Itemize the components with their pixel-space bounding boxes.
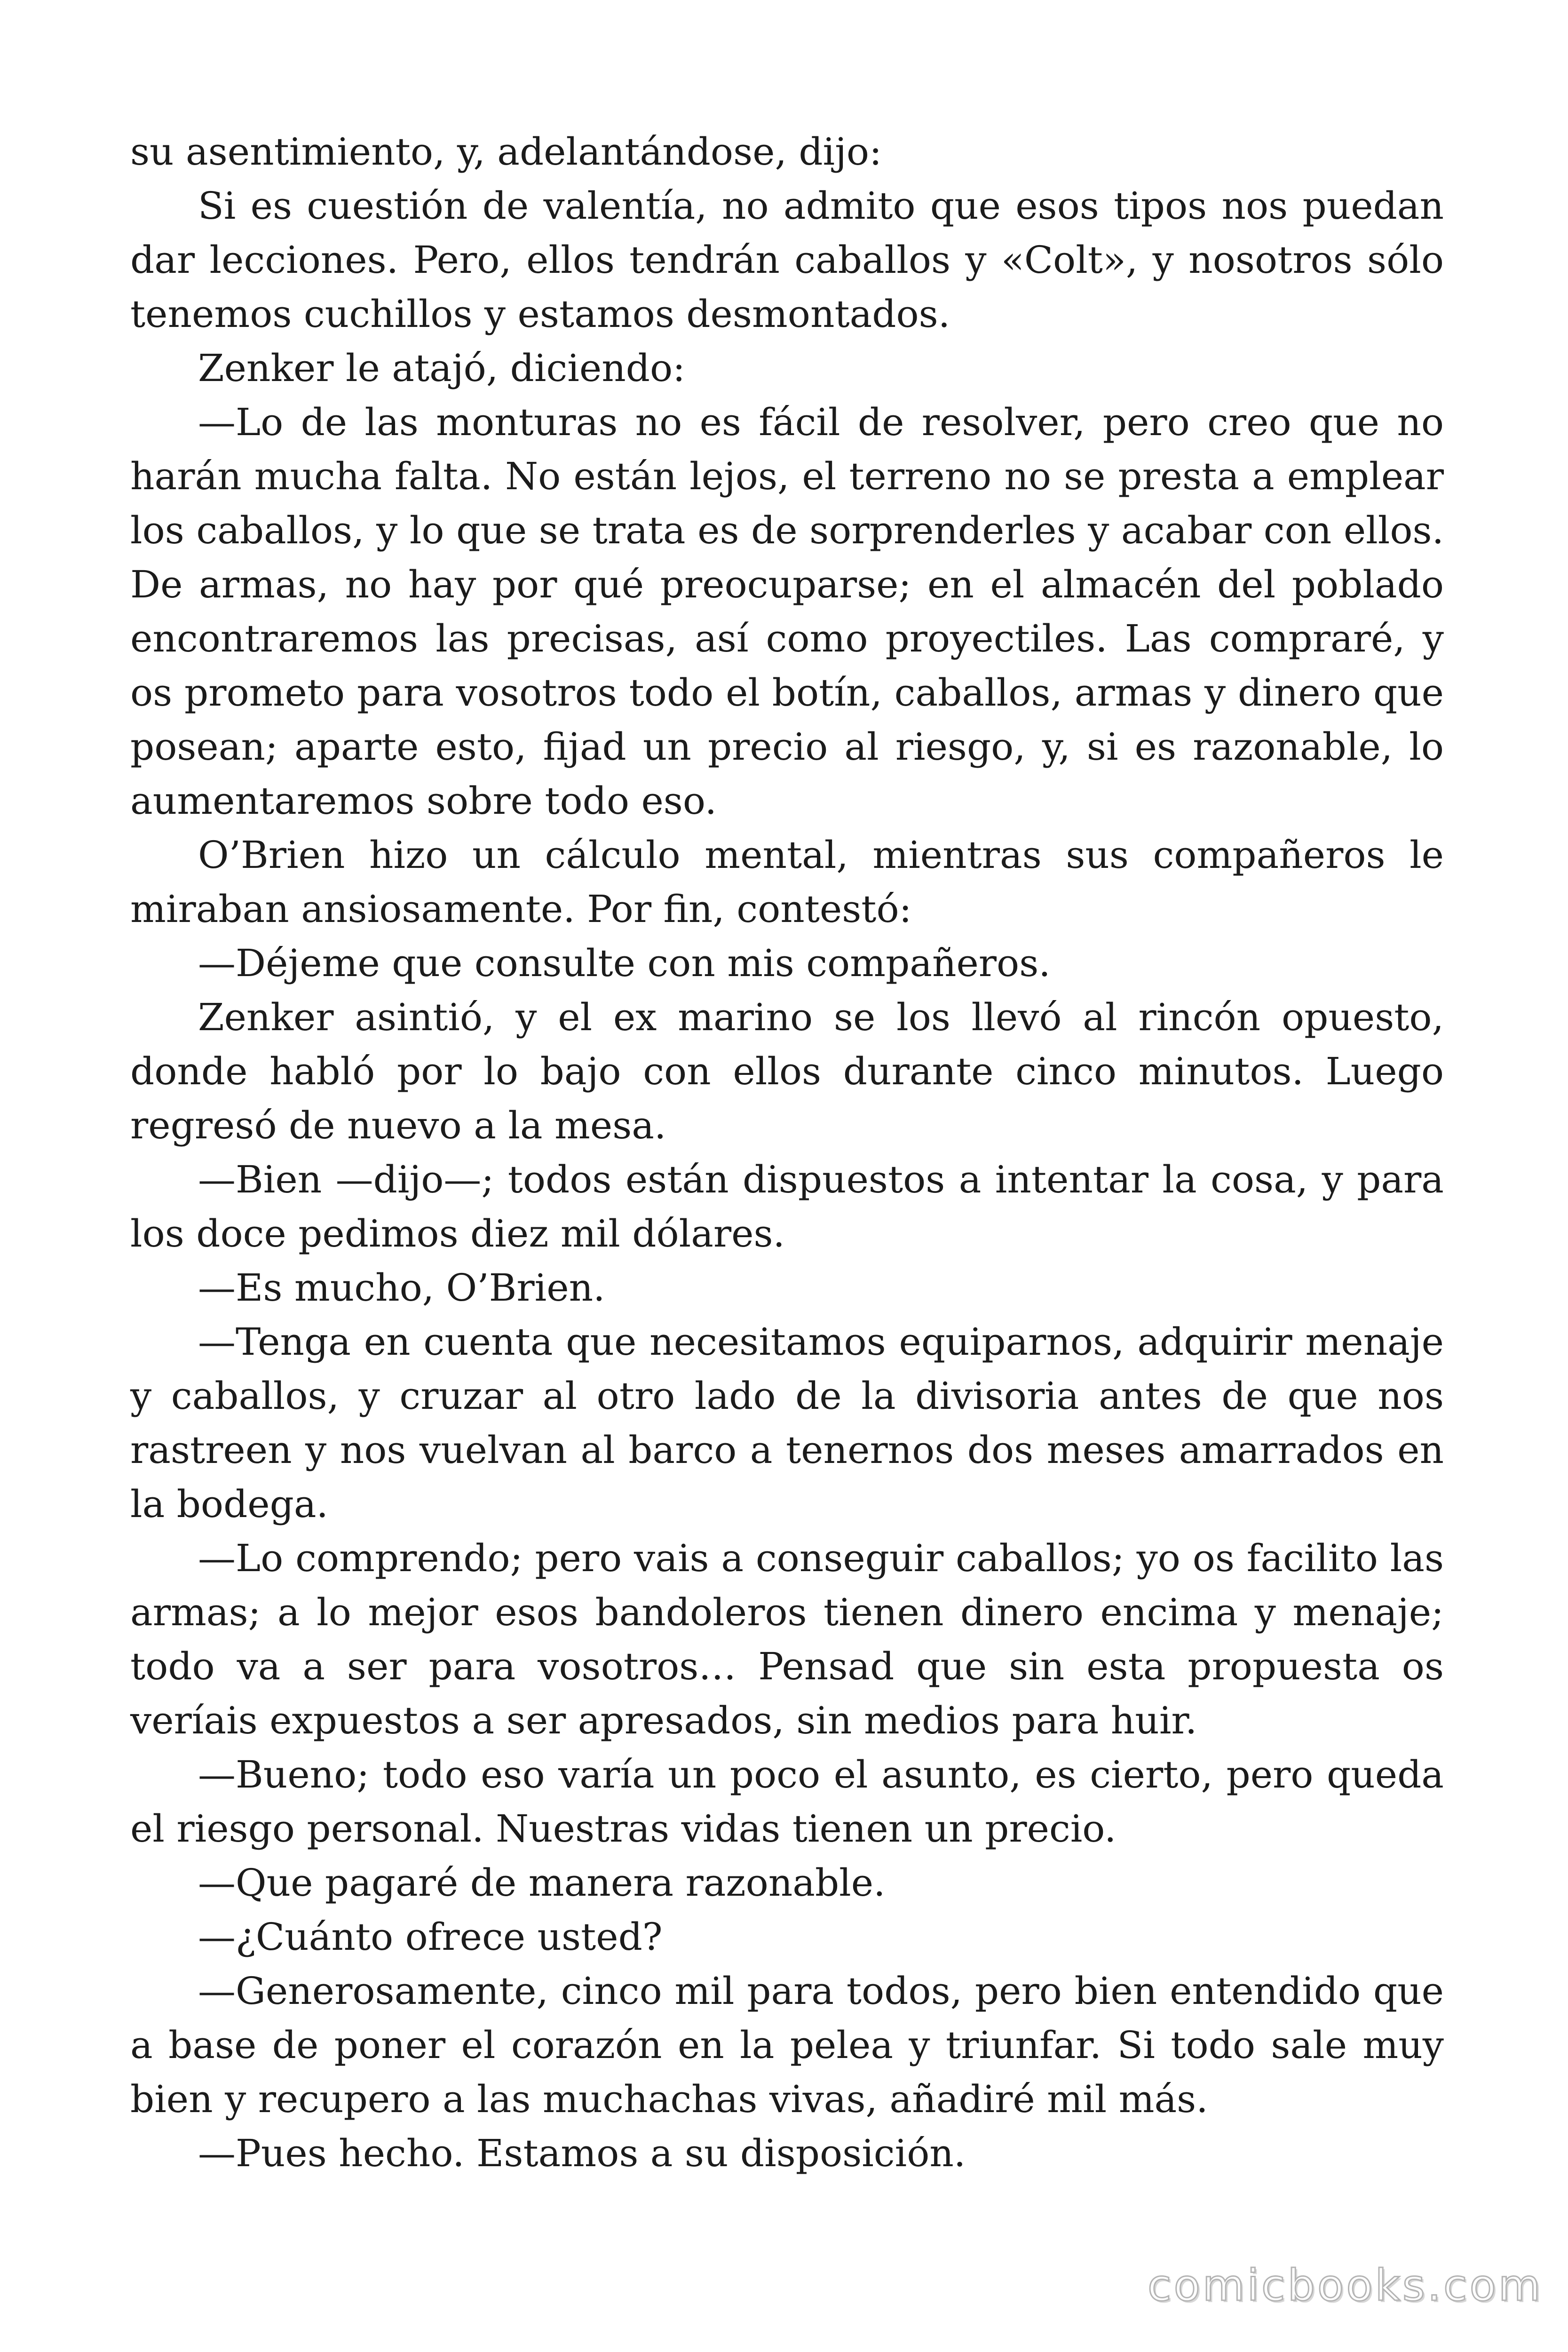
- paragraph: —¿Cuánto ofrece usted?: [198, 1915, 663, 1959]
- page-body-text: [130, 125, 1444, 2180]
- paragraph: —Es mucho, O’Brien.: [198, 1266, 605, 1310]
- paragraph: Si es cuestión de valentía, no admito que esos tipos nos puedan dar lecciones. Pero, ellos tendrán caballos y «Colt», y nosotros sólo tenemos cuchillos y estamos desmontados.: [130, 184, 1444, 336]
- paragraph: Zenker asintió, y el ex marino se los llevó al rincón opuesto, donde habló por lo bajo con ellos durante cinco minutos. Luego regresó de nuevo a la mesa.: [130, 995, 1444, 1147]
- paragraph: —Bien —dijo—; todos están dispuestos a intentar la cosa, y para los doce pedimos diez mil dólares.: [130, 1158, 1444, 1255]
- paragraph: O’Brien hizo un cálculo mental, mientras sus compañeros le miraban ansiosamente. Por fin, contestó:: [130, 833, 1444, 931]
- paragraph: su asentimiento, y, adelantándose, dijo:: [130, 130, 882, 174]
- paragraph: —Bueno; todo eso varía un poco el asunto, es cierto, pero queda el riesgo personal. Nuestras vidas tienen un precio.: [130, 1753, 1444, 1851]
- paragraph: —Lo comprendo; pero vais a conseguir caballos; yo os facilito las armas; a lo mejor esos bandoleros tienen dinero encima y menaje; todo va a ser para vosotros… Pensad que sin esta propuesta os veríais expuestos a ser apresados, sin medios para huir.: [130, 1536, 1444, 1742]
- paragraph: —Generosamente, cinco mil para todos, pero bien entendido que a base de poner el corazón en la pelea y triunfar. Si todo sale muy bien y recupero a las muchachas vivas, añadiré mil más.: [130, 1969, 1444, 2121]
- paragraph: —Lo de las monturas no es fácil de resolver, pero creo que no harán mucha falta. No están lejos, el terreno no se presta a emplear los caballos, y lo que se trata es de sorprenderles y acabar con ellos. De armas, no hay por qué preocuparse; en el almacén del poblado encontraremos las precisas, así como proyectiles. Las compraré, y os prometo para vosotros todo el botín, caballos, armas y dinero que posean; aparte esto, fijad un precio al riesgo, y, si es razonable, lo aumentaremos sobre todo eso.: [130, 400, 1444, 823]
- paragraph: —Déjeme que consulte con mis compañeros.: [198, 941, 1051, 985]
- watermark: comicbooks.com: [1148, 2260, 1543, 2311]
- paragraph: Zenker le atajó, diciendo:: [198, 346, 686, 390]
- paragraph: —Tenga en cuenta que necesitamos equiparnos, adquirir menaje y caballos, y cruzar al otro lado de la divisoria antes de que nos rastreen y nos vuelvan al barco a tenernos dos meses amarrados en la bodega.: [130, 1320, 1444, 1526]
- paragraph: —Que pagaré de manera razonable.: [198, 1861, 886, 1905]
- paragraph: —Pues hecho. Estamos a su disposición.: [198, 2131, 966, 2175]
